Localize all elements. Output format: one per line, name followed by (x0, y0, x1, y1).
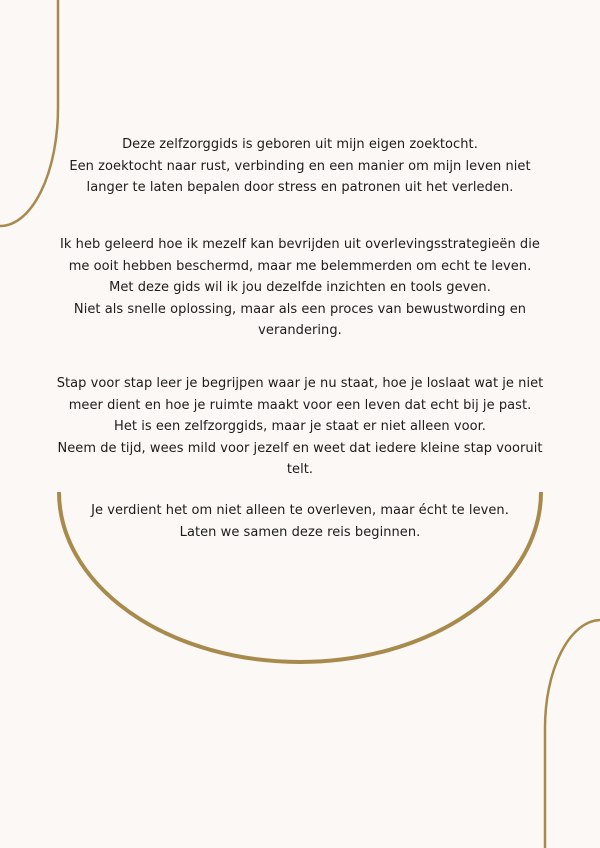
purpose-line: Met deze gids wil ik jou dezelfde inzichten en tools geven. (109, 280, 491, 295)
journey-paragraph (40, 373, 560, 481)
closing-paragraph (40, 500, 560, 543)
journey-line: Het is een zelfzorggids, maar je staat er niet alleen voor. (114, 419, 486, 434)
journey-line: meer dient en hoe je ruimte maakt voor een leven dat echt bij je past. (68, 397, 532, 413)
intro-line: Deze zelfzorggids is geboren uit mijn eigen zoektocht. (122, 137, 478, 152)
bottom-right-arc (545, 620, 600, 848)
intro-line: Een zoektocht naar rust, verbinding en een manier om mijn leven niet (69, 158, 531, 174)
journey-line: Stap voor stap leer je begrijpen waar je nu staat, hoe je loslaat wat je niet (56, 376, 544, 391)
journey-line: telt. (286, 462, 314, 477)
closing-line: Laten we samen deze reis beginnen. (179, 524, 421, 540)
intro-line: langer te laten bepalen door stress en patronen uit het verleden. (86, 180, 514, 195)
intro-paragraph (40, 134, 560, 199)
purpose-line: Ik heb geleerd hoe ik mezelf kan bevrijden uit overlevingsstrategieën die (60, 237, 540, 252)
journey-line: Neem de tijd, wees mild voor jezelf en weet dat iedere kleine stap vooruit (57, 440, 543, 456)
purpose-paragraph (40, 234, 560, 342)
closing-line: Je verdient het om niet alleen te overleven, maar écht te leven. (91, 503, 509, 518)
purpose-line: verandering. (258, 323, 342, 338)
purpose-line: Niet als snelle oplossing, maar als een proces van bewustwording en (73, 301, 527, 317)
purpose-line: me ooit hebben beschermd, maar me belemmerden om echt te leven. (68, 258, 532, 274)
